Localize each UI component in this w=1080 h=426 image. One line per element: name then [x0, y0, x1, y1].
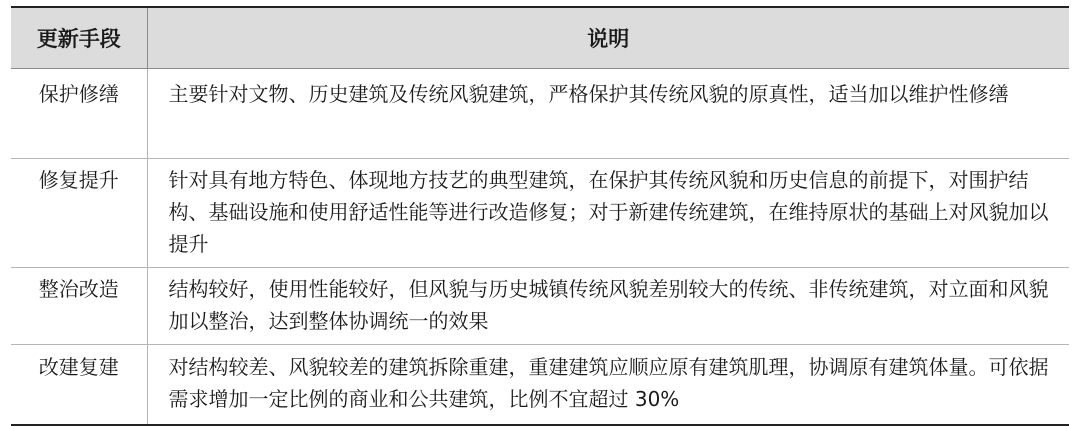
description-cell: 针对具有地方特色、体现地方技艺的典型建筑，在保护其传统风貌和历史信息的前提下，对围护结构、基础设施和使用舒适性能等进行改造修复；对于新建传统建筑，在维持原状的基础上对风貌加以提升 [147, 159, 1069, 268]
description-cell: 对结构较差、风貌较差的建筑拆除重建，重建建筑应顺应原有建筑肌理，协调原有建筑体量。可依据需求增加一定比例的商业和公共建筑，比例不宜超过 30% [147, 345, 1069, 426]
header-description: 说明 [147, 7, 1069, 69]
table-row [11, 159, 1069, 268]
table-header [11, 7, 1069, 69]
method-cell: 保护修缮 [11, 69, 147, 159]
renewal-methods-table [11, 6, 1069, 426]
header-method: 更新手段 [11, 7, 147, 69]
method-cell: 改建复建 [11, 345, 147, 426]
table-body [11, 69, 1069, 426]
method-cell: 修复提升 [11, 159, 147, 268]
method-cell: 整治改造 [11, 268, 147, 345]
table-row [11, 69, 1069, 159]
table-row [11, 268, 1069, 345]
description-cell: 主要针对文物、历史建筑及传统风貌建筑，严格保护其传统风貌的原真性，适当加以维护性修缮 [168, 82, 1009, 106]
table-row [11, 345, 1069, 426]
header-row [11, 7, 1069, 69]
description-cell: 结构较好，使用性能较好，但风貌与历史城镇传统风貌差别较大的传统、非传统建筑，对立面和风貌加以整治，达到整体协调统一的效果 [147, 268, 1069, 345]
